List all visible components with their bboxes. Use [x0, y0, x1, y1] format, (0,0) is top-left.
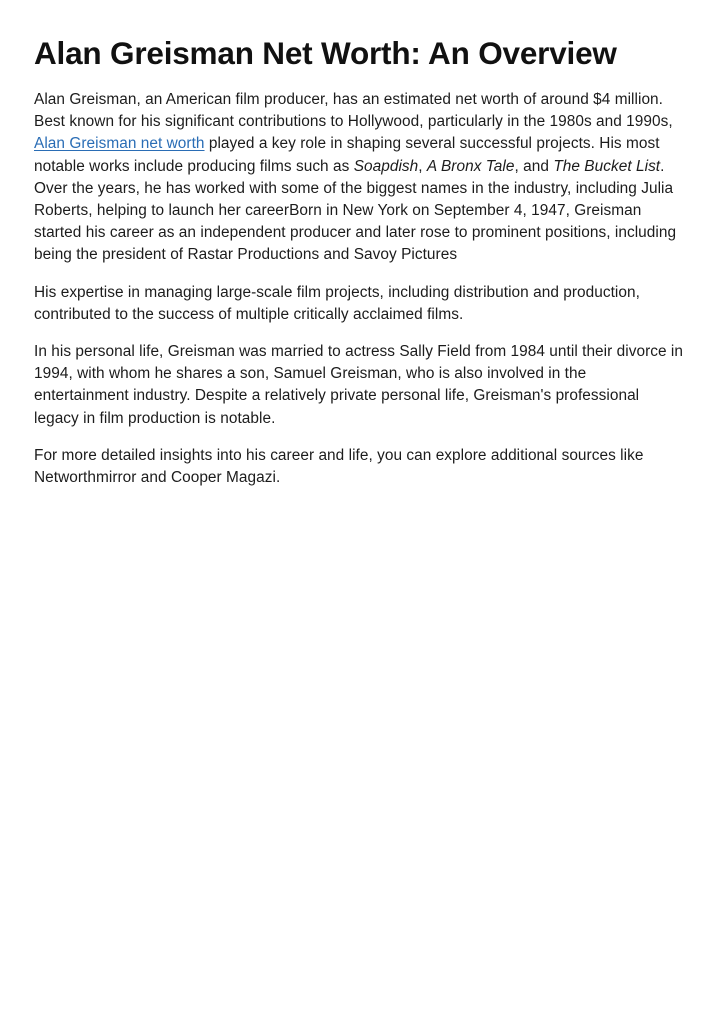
- page-title: Alan Greisman Net Worth: An Overview: [34, 35, 617, 71]
- intro-paragraph: [34, 89, 684, 267]
- sources-paragraph: For more detailed insights into his career and life, you can explore additional sources like Networthmirror and Cooper Magazi.: [34, 446, 644, 487]
- intro-text-middle: played a key role in shaping several successful projects. His most notable works include producing films such as: [34, 135, 660, 175]
- film-title-bucket-list: The Bucket List: [553, 157, 661, 175]
- separator: ,: [418, 157, 427, 175]
- expertise-paragraph: His expertise in managing large-scale film projects, including distribution and production, contributed to the success of multiple critically acclaimed films.: [34, 283, 640, 323]
- film-title-soapdish: Soapdish: [353, 157, 419, 175]
- article: [34, 0, 684, 489]
- separator: , and: [514, 157, 554, 175]
- film-title-bronx-tale: A Bronx Tale: [426, 157, 515, 175]
- personal-life-paragraph: In his personal life, Greisman was married to actress Sally Field from 1984 until their divorce in 1994, with whom he shares a son, Samuel Greisman, who is also involved in the entertainment industry. Despite a relatively private personal life, Greisman's professional legacy in film production is notable.: [34, 343, 684, 427]
- intro-text-end: . Over the years, he has worked with some of the biggest names in the industry, including Julia Roberts, helping to launch her careerBorn in New York on September 4, 1947, Greisman started his career as an independent producer and later rose to prominent positions, including being the president of Rastar Productions and Savoy Pictures: [34, 157, 677, 264]
- net-worth-link[interactable]: Alan Greisman net worth: [34, 135, 205, 153]
- intro-text-start: Alan Greisman, an American film producer, has an estimated net worth of around $4 million. Best known for his significant contributions to Hollywood, particularly in the 1980s and 1990s,: [34, 91, 673, 131]
